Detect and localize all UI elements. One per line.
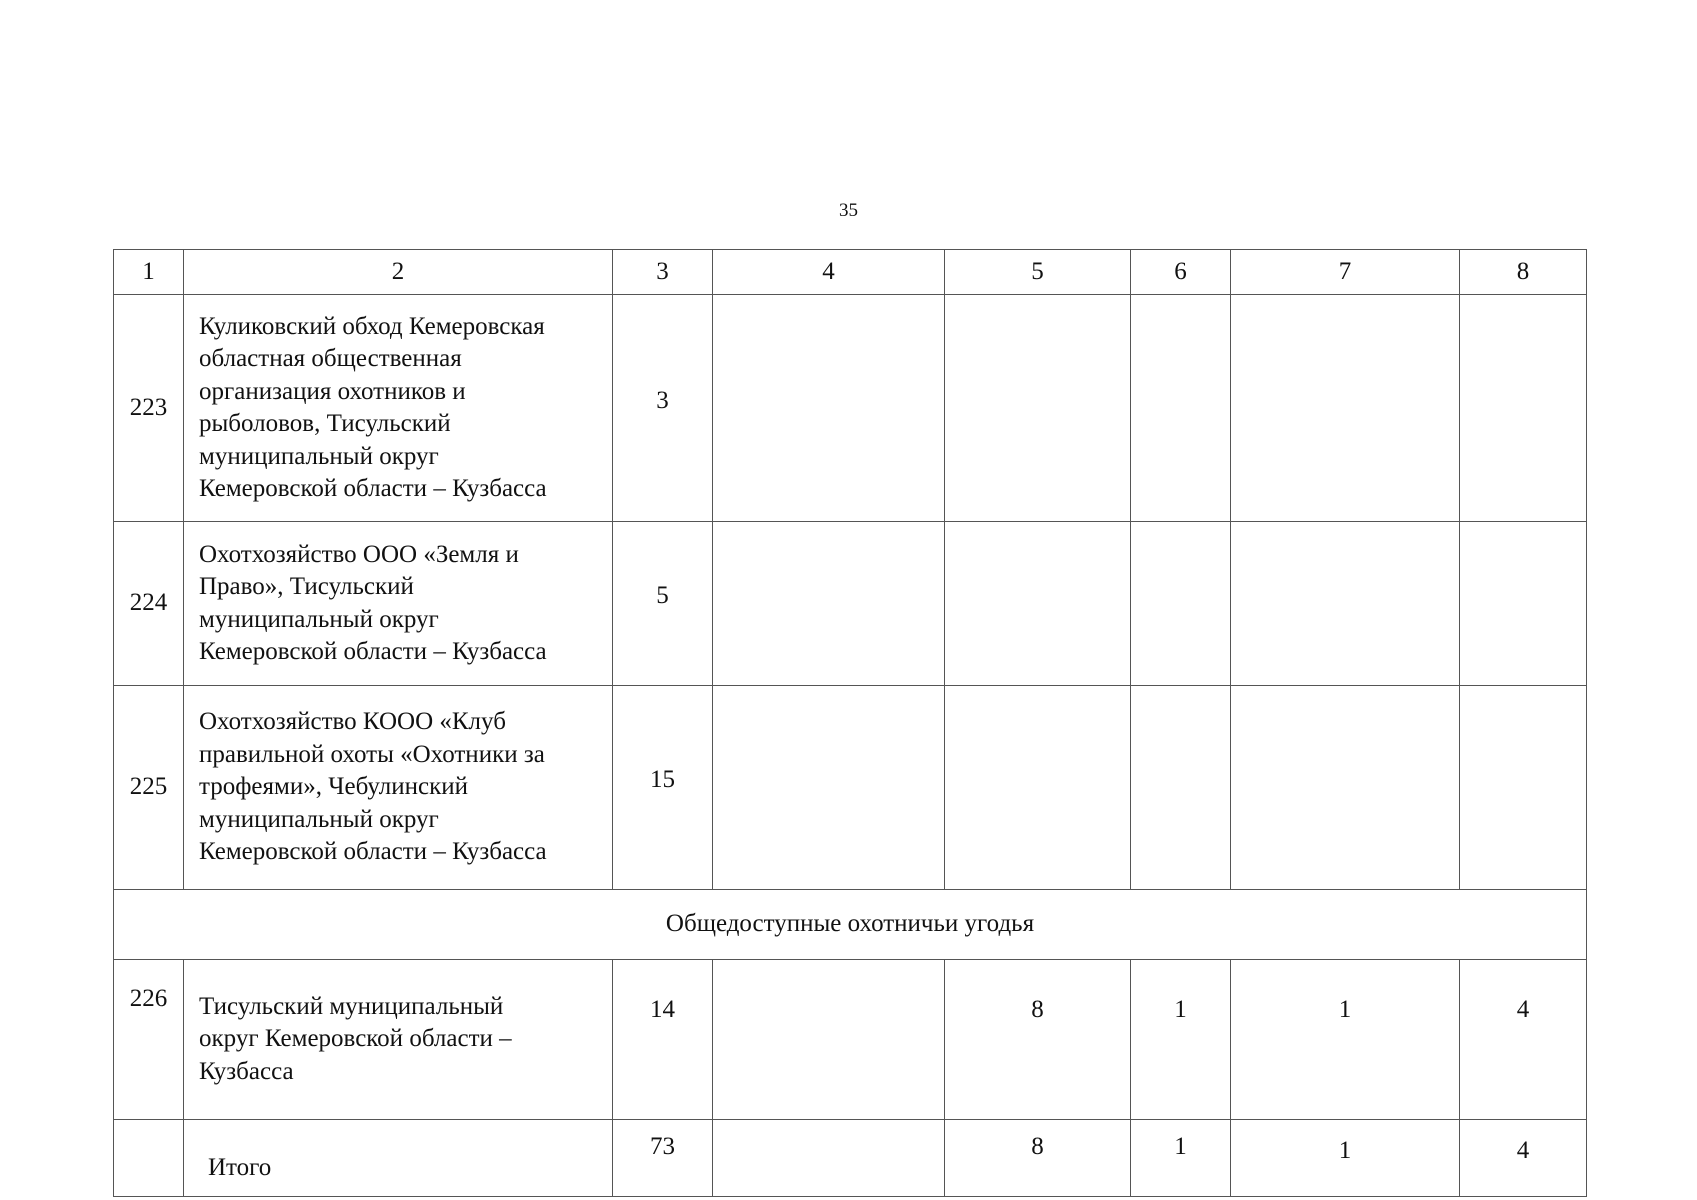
row-number: 224: [114, 522, 184, 686]
column-header: 4: [713, 250, 945, 295]
cell-col-6: [1131, 686, 1231, 890]
total-col-4: [713, 1120, 945, 1197]
column-header: 6: [1131, 250, 1231, 295]
row-name-line: Кемеровской области – Кузбасса: [199, 638, 547, 665]
row-name-line: Охотхозяйство КООО «Клуб: [199, 708, 506, 736]
total-col-5: 8: [945, 1120, 1131, 1197]
total-col-3: 73: [613, 1120, 713, 1197]
cell-col-5: [945, 522, 1131, 686]
cell-col-3: 14: [613, 960, 713, 1120]
row-name-line: Кемеровской области – Кузбасса: [199, 838, 547, 866]
column-header: 5: [945, 250, 1131, 295]
cell-col-3: 3: [613, 295, 713, 522]
total-col-6: 1: [1131, 1120, 1231, 1197]
total-col-7: 1: [1231, 1120, 1460, 1197]
table-row: [114, 295, 1587, 522]
cell-col-7: [1231, 295, 1460, 522]
data-table: [113, 249, 1587, 1197]
cell-col-8: 4: [1460, 960, 1587, 1120]
cell-col-4: [713, 295, 945, 522]
row-name-line: Кемеровской области – Кузбасса: [199, 475, 547, 502]
row-name-line: Охотхозяйство ООО «Земля и: [199, 540, 519, 568]
cell-col-4: [713, 686, 945, 890]
row-name-line: Тисульский муниципальный: [199, 992, 504, 1020]
row-name-line: Куликовский обход Кемеровская: [199, 312, 545, 340]
total-label: Итого: [184, 1120, 613, 1197]
cell-col-5: [945, 295, 1131, 522]
column-header: 2: [184, 250, 613, 295]
total-col-8: 4: [1460, 1120, 1587, 1197]
table-row: [114, 686, 1587, 890]
cell-col-5: [945, 686, 1131, 890]
cell-col-8: [1460, 686, 1587, 890]
column-header: 3: [613, 250, 713, 295]
cell-col-5: 8: [945, 960, 1131, 1120]
cell-col-6: 1: [1131, 960, 1231, 1120]
row-name-line: правильной охоты «Охотники за: [199, 740, 545, 768]
cell-col-6: [1131, 295, 1231, 522]
row-number: 223: [114, 295, 184, 522]
page-number: 35: [839, 200, 858, 221]
row-name-line: рыболовов, Тисульский: [199, 410, 451, 437]
row-name: [184, 960, 613, 1120]
cell-col-4: [713, 960, 945, 1120]
cell-col-6: [1131, 522, 1231, 686]
row-name-line: организация охотников и: [199, 377, 466, 405]
cell-col-4: [713, 522, 945, 686]
row-name-line: муниципальный округ: [199, 805, 439, 833]
section-title: Общедоступные охотничьи угодья: [114, 890, 1587, 960]
row-name-line: округ Кемеровской области –: [199, 1025, 512, 1053]
row-name: [184, 295, 613, 522]
column-header: 7: [1231, 250, 1460, 295]
column-header: 8: [1460, 250, 1587, 295]
row-name-line: Право», Тисульский: [199, 573, 414, 600]
row-name-line: областная общественная: [199, 345, 462, 372]
total-number-cell: [114, 1120, 184, 1197]
row-name-line: муниципальный округ: [199, 605, 439, 633]
section-row: [114, 890, 1587, 960]
column-header: 1: [114, 250, 184, 295]
row-name: [184, 686, 613, 890]
table-row: [114, 522, 1587, 686]
row-name-line: муниципальный округ: [199, 442, 439, 470]
row-number: 225: [114, 686, 184, 890]
cell-col-3: 15: [613, 686, 713, 890]
total-row: [114, 1120, 1587, 1197]
row-number: 226: [114, 960, 184, 1120]
table-header-row: [114, 250, 1587, 295]
row-name-line: Кузбасса: [199, 1057, 294, 1085]
cell-col-3: 5: [613, 522, 713, 686]
cell-col-7: 1: [1231, 960, 1460, 1120]
table-row: [114, 960, 1587, 1120]
row-name: [184, 522, 613, 686]
cell-col-8: [1460, 295, 1587, 522]
cell-col-7: [1231, 522, 1460, 686]
cell-col-8: [1460, 522, 1587, 686]
row-name-line: трофеями», Чебулинский: [199, 773, 468, 801]
cell-col-7: [1231, 686, 1460, 890]
